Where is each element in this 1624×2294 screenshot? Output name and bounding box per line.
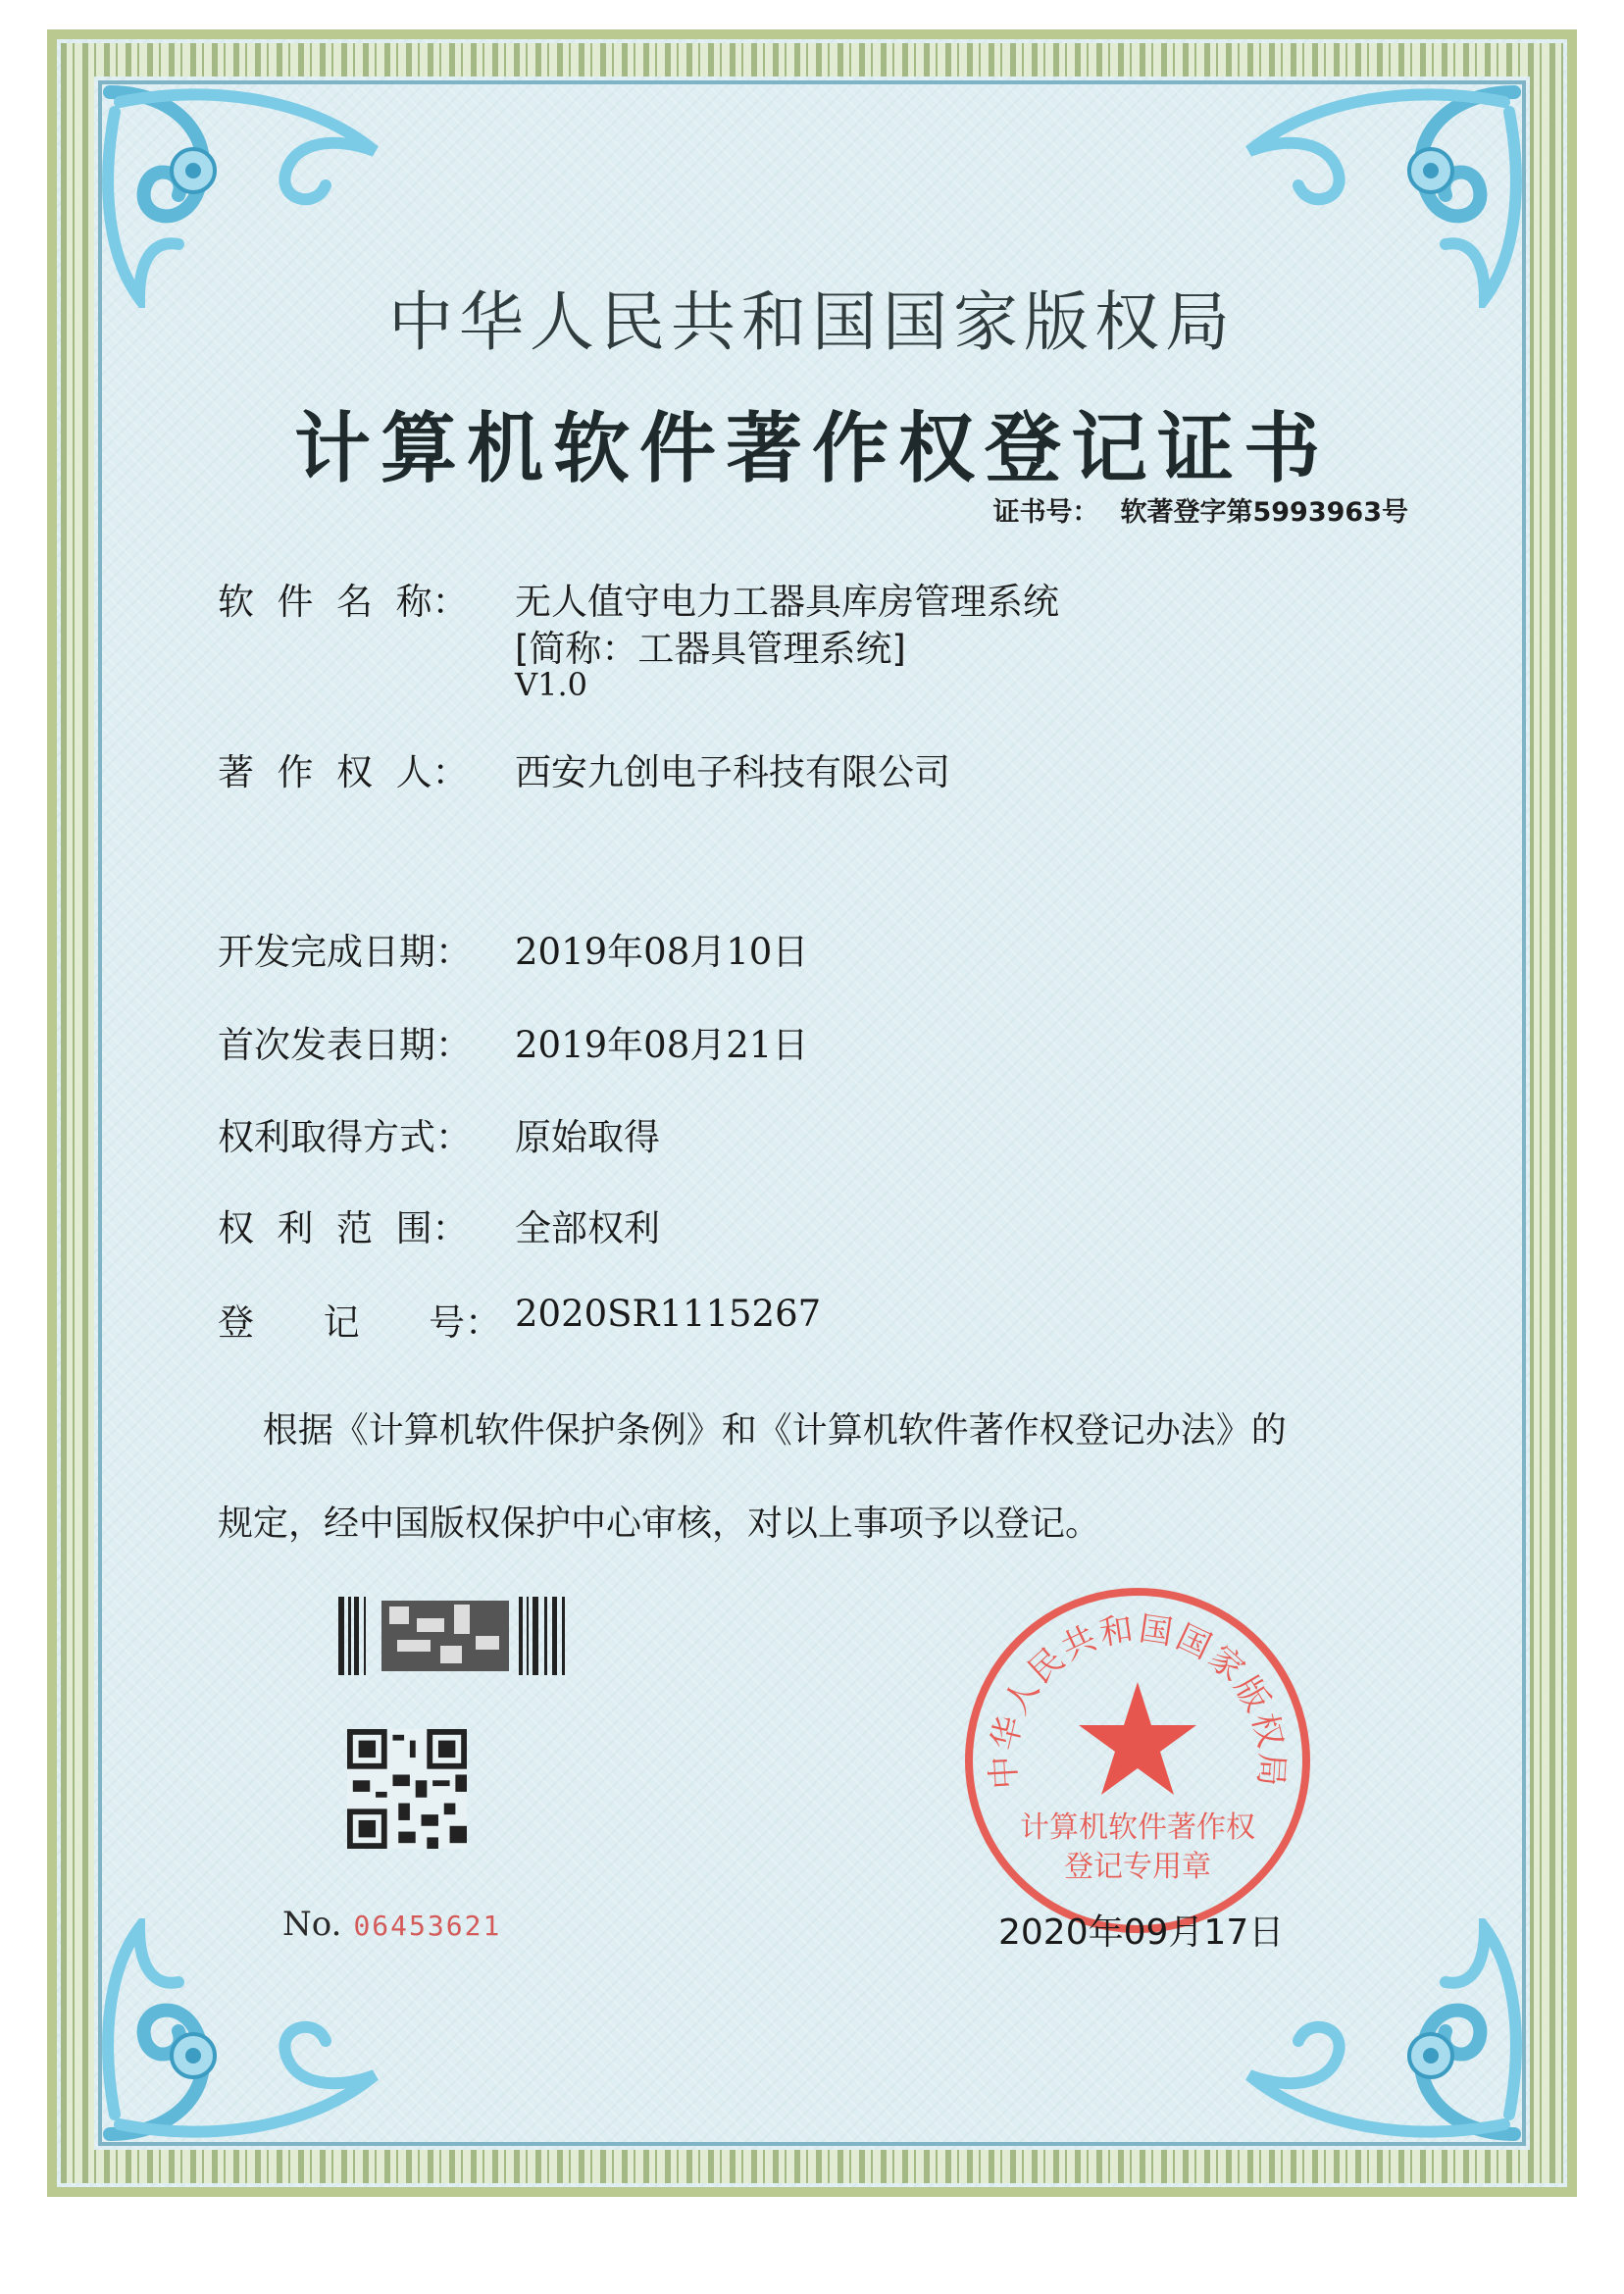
acquire-label: 权利取得方式： xyxy=(218,1116,472,1158)
corner-ornament-icon xyxy=(100,1918,394,2144)
star-icon xyxy=(1079,1682,1196,1795)
dev-date: 2019年08月10日 xyxy=(515,931,809,973)
seal-ring-text: 中华人民共和国国家版权局 xyxy=(984,1608,1292,1791)
pub-date-label: 首次发表日期： xyxy=(218,1024,472,1066)
certificate-number-value: 软著登字第5993963号 xyxy=(1120,497,1408,528)
seal-line-1: 计算机软件著作权 xyxy=(1020,1810,1255,1845)
pub-date: 2019年08月21日 xyxy=(515,1024,809,1066)
statement-line-1: 根据《计算机软件保护条例》和《计算机软件著作权登记办法》的 xyxy=(218,1410,1287,1451)
barcode-icon xyxy=(338,1597,569,1675)
reg-no-label: 登 记 号： xyxy=(218,1301,502,1344)
serial-label: No. xyxy=(282,1905,342,1944)
certificate-number-label: 证书号： xyxy=(992,497,1099,528)
software-name: 无人值守电力工器具库房管理系统 xyxy=(515,581,1059,623)
dev-date-label: 开发完成日期： xyxy=(218,931,472,973)
software-name-label: 软 件 名 称： xyxy=(218,581,469,623)
software-version: V1.0 xyxy=(515,666,587,703)
official-seal xyxy=(961,1584,1314,1937)
scope-label: 权 利 范 围： xyxy=(218,1207,469,1249)
serial-number xyxy=(282,1905,501,1944)
owner: 西安九创电子科技有限公司 xyxy=(515,751,950,793)
registration-number: 2020SR1115267 xyxy=(515,1293,822,1335)
statement-line-2: 规定，经中国版权保护中心审核，对以上事项予以登记。 xyxy=(218,1504,1101,1544)
serial-value: 06453621 xyxy=(353,1910,502,1942)
issue-date: 2020年09月17日 xyxy=(998,1912,1285,1953)
certificate-number xyxy=(992,490,1408,529)
seal-line-2: 登记专用章 xyxy=(1064,1850,1211,1884)
software-short-name: [简称：工器具管理系统] xyxy=(515,628,906,670)
qr-code-icon xyxy=(345,1729,469,1849)
certificate-title: 计算机软件著作权登记证书 xyxy=(293,404,1330,493)
issuer-title: 中华人民共和国国家版权局 xyxy=(388,284,1236,360)
owner-label: 著 作 权 人： xyxy=(218,751,469,793)
rights-scope: 全部权利 xyxy=(515,1207,660,1249)
acquire-method: 原始取得 xyxy=(515,1116,660,1158)
